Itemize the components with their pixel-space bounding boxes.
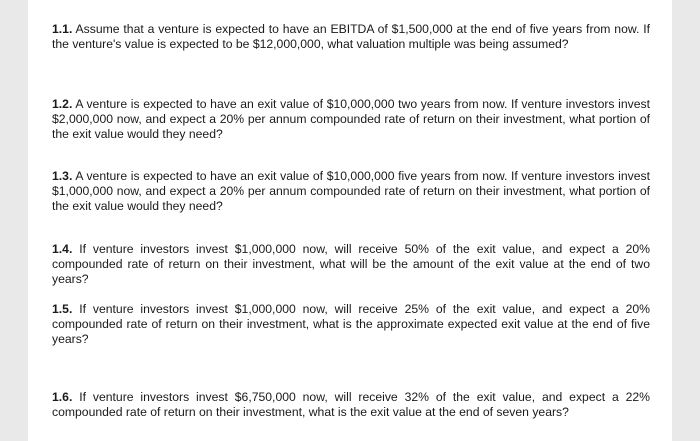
question-text: If venture investors invest $1,000,000 now, will receive 25% of the exit value, and expect a 20% compounded rate of return on their investment, what is the approximate expected exit value at the end of five years? [52,302,651,346]
question-number: 1.2. [52,97,73,111]
question-number: 1.5. [52,302,73,316]
question-1-4 [52,242,650,287]
question-1-3 [52,169,650,214]
question-1-1 [52,22,650,52]
question-text: If venture investors invest $1,000,000 now, will receive 50% of the exit value, and expect a 20% compounded rate of return on their investment, what will be the amount of the exit value at the end of two years? [52,242,651,286]
document-page [28,0,672,441]
question-1-6 [52,390,650,420]
question-1-2 [52,97,650,142]
question-number: 1.4. [52,242,73,256]
question-text: A venture is expected to have an exit value of $10,000,000 five years from now. If venture investors invest $1,000,000 now, and expect a 20% per annum compounded rate of return on their investment, what portion of the exit value would they need? [52,169,650,213]
question-number: 1.3. [52,169,73,183]
question-number: 1.1. [52,22,73,36]
question-text: A venture is expected to have an exit value of $10,000,000 two years from now. If venture investors invest $2,000,000 now, and expect a 20% per annum compounded rate of return on their investment, what portion of the exit value would they need? [52,97,650,141]
question-1-5 [52,302,650,347]
question-text: Assume that a venture is expected to have an EBITDA of $1,500,000 at the end of five years from now. If the venture's value is expected to be $12,000,000, what valuation multiple was being assumed? [52,22,650,51]
question-text: If venture investors invest $6,750,000 now, will receive 32% of the exit value, and expect a 22% compounded rate of return on their investment, what is the exit value at the end of seven years? [52,390,651,419]
question-number: 1.6. [52,390,73,404]
